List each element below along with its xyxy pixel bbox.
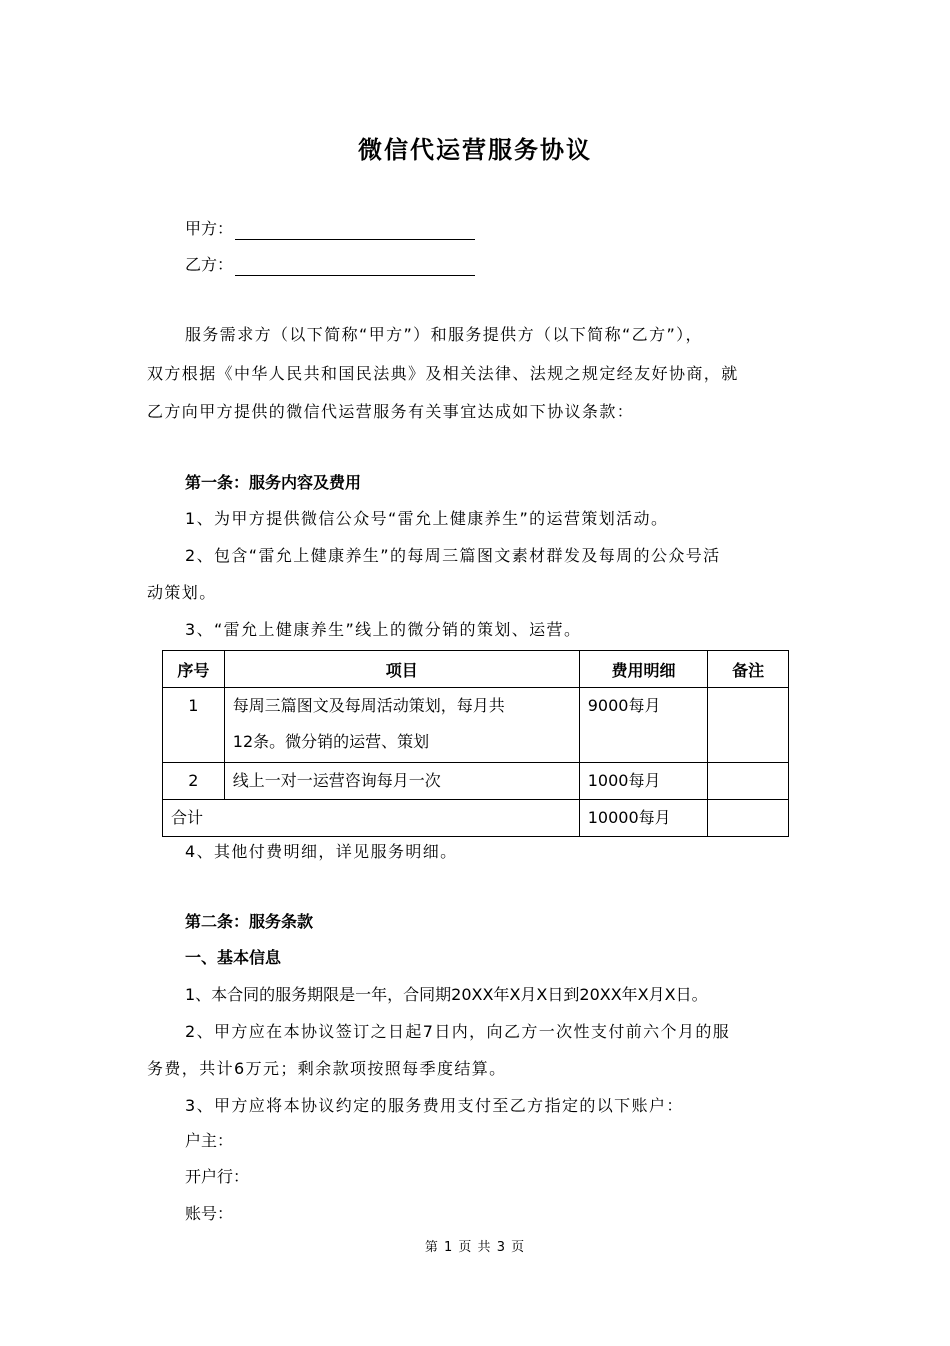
party-b-label: 乙方： <box>185 255 234 274</box>
total-note <box>708 800 789 837</box>
article2-item-2-line-2: 务费，共计6万元；剩余款项按照每季度结算。 <box>147 1059 507 1078</box>
party-a-label: 甲方： <box>185 219 234 238</box>
table-total-row <box>163 800 789 837</box>
row-2-fee: 1000每月 <box>579 763 708 800</box>
row-1-item-line-2: 12条。微分销的运营、策划 <box>232 732 430 751</box>
page-footer: 第 1 页 共 3 页 <box>424 1240 526 1255</box>
account-number-label: 账号： <box>185 1204 234 1223</box>
article2-heading: 第二条：服务条款 <box>185 912 314 931</box>
fee-table-header-row <box>163 651 789 688</box>
row-2-no: 2 <box>163 763 225 800</box>
header-item: 项目 <box>224 651 579 688</box>
header-note: 备注 <box>708 651 789 688</box>
bank-label: 开户行： <box>185 1167 250 1186</box>
intro-line-1: 服务需求方（以下简称“甲方”）和服务提供方（以下简称“乙方”）， <box>185 325 703 344</box>
account-holder-label: 户主： <box>185 1131 234 1150</box>
row-2-note <box>708 763 789 800</box>
article1-item-3: 3、“雷允上健康养生”线上的微分销的策划、运营。 <box>185 620 582 639</box>
party-a-line <box>185 218 475 240</box>
section1-heading: 一、基本信息 <box>185 948 282 967</box>
article2-item-2-line-1: 2、甲方应在本协议签订之日起7日内，向乙方一次性支付前六个月的服 <box>185 1022 731 1041</box>
article2-item-1: 1、本合同的服务期限是一年，合同期20XX年X月X日到20XX年X月X日。 <box>185 985 708 1004</box>
header-fee: 费用明细 <box>579 651 708 688</box>
row-2-item: 线上一对一运营咨询每月一次 <box>224 763 579 800</box>
row-1-item <box>224 688 579 763</box>
article1-item-1: 1、为甲方提供微信公众号“雷允上健康养生”的运营策划活动。 <box>185 509 669 528</box>
article1-heading: 第一条：服务内容及费用 <box>185 473 362 492</box>
row-1-note <box>708 688 789 763</box>
party-b-blank <box>235 257 475 276</box>
article2-item-3: 3、甲方应将本协议约定的服务费用支付至乙方指定的以下账户： <box>185 1096 684 1115</box>
party-a-blank <box>235 221 475 240</box>
table-row <box>163 763 789 800</box>
table-row <box>163 688 789 763</box>
fee-table <box>162 650 789 837</box>
total-fee: 10000每月 <box>579 800 708 837</box>
article1-item-2-line-1: 2、包含“雷允上健康养生”的每周三篇图文素材群发及每周的公众号活 <box>185 546 721 565</box>
row-1-no: 1 <box>163 688 225 763</box>
header-no: 序号 <box>163 651 225 688</box>
intro-line-3: 乙方向甲方提供的微信代运营服务有关事宜达成如下协议条款： <box>147 402 635 421</box>
article1-item-2-line-2: 动策划。 <box>147 583 217 602</box>
article1-item-4: 4、其他付费明细，详见服务明细。 <box>185 842 458 861</box>
row-1-item-line-1: 每周三篇图文及每周活动策划，每月共 <box>232 696 505 715</box>
row-1-fee: 9000每月 <box>579 688 708 763</box>
party-b-line <box>185 254 475 276</box>
total-label: 合计 <box>163 800 580 837</box>
document-title: 微信代运营服务协议 <box>358 136 592 164</box>
intro-line-2: 双方根据《中华人民共和国民法典》及相关法律、法规之规定经友好协商，就 <box>147 364 739 383</box>
